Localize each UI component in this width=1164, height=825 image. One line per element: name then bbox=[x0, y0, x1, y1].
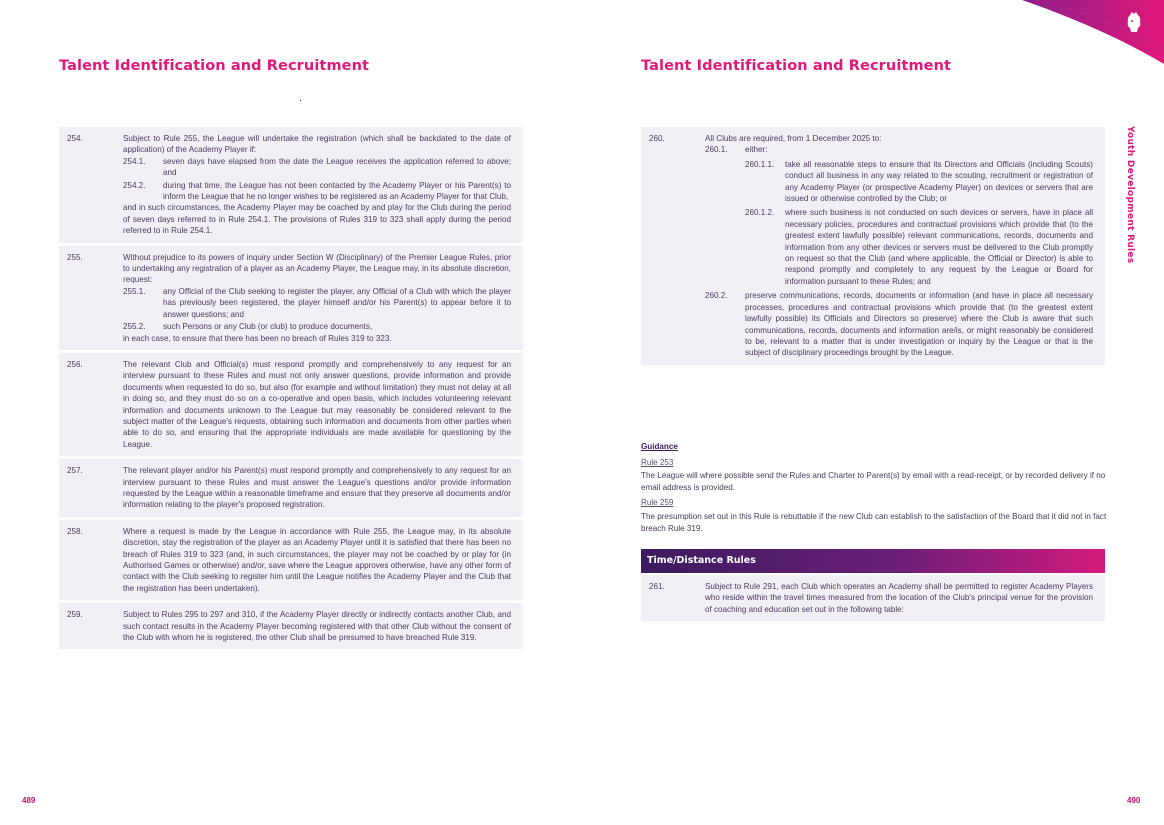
sub-rule-255-2 bbox=[123, 321, 511, 332]
guidance-link-rule-253[interactable]: Rule 253 bbox=[641, 457, 674, 467]
rule-number: 259. bbox=[67, 610, 83, 620]
rules-list-right bbox=[641, 127, 1105, 368]
sub-rule-text: such Persons or any Club (or club) to produce documents, bbox=[163, 322, 373, 332]
rules-list-left bbox=[59, 127, 523, 652]
rule-256 bbox=[59, 353, 523, 456]
rule-continuation: and in such circumstances, the Academy Player may be coached by and play for the Club during the period of seven days referred to in Rule 254.1. The provisions of Rules 319 to 323 shall apply during the period referred to in Rule 254.1. bbox=[123, 203, 511, 236]
sub-rule-number: 260.1. bbox=[705, 145, 728, 155]
page-heading-right: Talent Identification and Recruitment bbox=[641, 58, 952, 74]
rule-number: 254. bbox=[67, 134, 83, 143]
rule-257 bbox=[59, 459, 523, 517]
sub-rule-number: 254.2. bbox=[123, 180, 146, 190]
rule-number: 260. bbox=[649, 134, 665, 143]
rule-text: Subject to Rule 291, each Club which operates an Academy shall be permitted to register Academy Players who reside within the travel times measured from the location of the Club's principal venue for the provision of coaching and education set out in the following table: bbox=[705, 582, 1093, 614]
sub-rule-number: 255.2. bbox=[123, 322, 146, 332]
rule-text: The relevant Club and Official(s) must respond promptly and comprehensively to any request for an interview pursuant to these Rules and must not only answer questions, provide information and provide documents when requested to do so, but also (for example and without limitation) they must not delay at all in doing so, and they must do so on a co-operative and open basis, which includes volunteering relevant information and documents unknown to the League but may reasonably be considered relevant to the subject matter of the League's requests, obtaining such information and documents from other parties when able to do so, and ensuring that the appropriate individuals are made available for questioning by the League. bbox=[123, 359, 511, 449]
sub-rule-254-1 bbox=[123, 156, 511, 179]
sub-rule-number: 254.1. bbox=[123, 156, 146, 166]
rule-number: 261. bbox=[649, 582, 665, 591]
sub-rule-number: 260.1.1. bbox=[745, 159, 775, 169]
rule-259 bbox=[59, 603, 523, 649]
page-heading-left: Talent Identification and Recruitment bbox=[59, 58, 370, 74]
rule-254 bbox=[59, 127, 523, 243]
rule-261 bbox=[641, 575, 1105, 621]
sub-rule-260-2 bbox=[705, 290, 1093, 358]
lion-logo-icon bbox=[1124, 12, 1144, 34]
rule-text: Where a request is made by the League in accordance with Rule 255, the League may, in its absolute discretion, stay the registration of the player as an Academy Player until it is satisfied that there has been no breach of Rules 319 to 323 (and, in such circumstances, the player may not be coached by or play for (in Authorised Games or otherwise) and/or, save where the League approves otherwise, have any other form of contact with the Club seeking to register him until the League notifies the Academy Player and the Club that the registration has been undertaken). bbox=[123, 526, 511, 593]
sub-rule-text: any Official of the Club seeking to register the player, any Official of a Club with which the player has previously been registered, the player himself and/or his Parent(s) to appear before it to answer questions; and bbox=[163, 286, 511, 319]
sub-rule-260-1-1 bbox=[745, 159, 1093, 205]
page-number-left: 489 bbox=[22, 796, 36, 805]
sub-rule-number: 260.2. bbox=[705, 291, 728, 301]
sub-rule-254-2 bbox=[123, 180, 511, 203]
rule-260 bbox=[641, 127, 1105, 365]
sub-rule-255-1 bbox=[123, 286, 511, 320]
rule-255 bbox=[59, 246, 523, 350]
sub-rule-text: preserve communications, records, documents or information (and have in place all necessary processes, procedures and contractual provisions which provide that (to the greatest extent lawfully possible) its Officials and Directors so preserve) where the Club is aware that such communications, records, documents and information are/is, or might reasonably be considered to be, relevant to a matter that is under investigation or inquiry by the League or that is the subject of disciplinary proceedings brought by the League. bbox=[745, 291, 1093, 358]
rule-number: 258. bbox=[67, 526, 83, 536]
guidance-link-rule-259[interactable]: Rule 259 bbox=[641, 498, 674, 508]
rule-text: All Clubs are required, from 1 December 2025 to: bbox=[705, 134, 882, 143]
sub-rule-text: during that time, the League has not been contacted by the Academy Player or his Parent(s) to inform the League that he no longer wishes to be registered as an Academy Player for that Club, bbox=[163, 180, 511, 202]
side-section-title bbox=[1125, 126, 1141, 276]
guidance-title: Guidance bbox=[641, 442, 678, 451]
rule-number: 255. bbox=[67, 252, 83, 262]
rule-258 bbox=[59, 520, 523, 600]
sub-rule-number: 255.1. bbox=[123, 286, 146, 296]
guidance-section bbox=[641, 441, 1107, 538]
guidance-text: The presumption set out in this Rule is rebuttable if the new Club can establish to the satisfaction of the Board that it did not in fact breach Rule 319. bbox=[641, 511, 1107, 533]
stray-dot bbox=[300, 100, 301, 101]
rules-list-right-2 bbox=[641, 575, 1105, 624]
section-banner: Time/Distance Rules bbox=[641, 549, 1105, 573]
right-page bbox=[582, 0, 1164, 825]
sub-rule-text: seven days have elapsed from the date the League receives the application referred to above; and bbox=[163, 156, 511, 178]
sub-rule-text: take all reasonable steps to ensure that its Directors and Officials (including Scouts) conduct all business in any way related to the scouting, recruitment or registration of any Academy Player (or prospective Academy Player) on devices or servers that are issued or otherwise controlled by the Club; or bbox=[785, 159, 1093, 204]
page-number-right: 490 bbox=[1127, 796, 1141, 805]
sub-rule-260-1-2 bbox=[745, 207, 1093, 287]
rule-continuation: in each case, to ensure that there has been no breach of Rules 319 to 323. bbox=[123, 333, 392, 343]
rule-text: Subject to Rule 255, the League will undertake the registration (which shall be backdated to the date of application) of the Academy Player if: bbox=[123, 134, 511, 155]
sub-rule-260-1 bbox=[705, 144, 1093, 155]
rule-text: Subject to Rules 295 to 297 and 310, if the Academy Player directly or indirectly contacts another Club, and such contact results in the Academy Player becoming registered with that other Club without the consent of the Club with whom he is registered, the other Club shall be presumed to have breached Rule 319. bbox=[123, 610, 511, 643]
sub-rule-text: either: bbox=[745, 145, 768, 155]
sub-rule-text: where such business is not conducted on such devices or servers, have in place all necessary policies, procedures and contractual provisions which provide that (to the greatest extent lawfully possible) relevant communications, records, documents and information from any other devices or servers must be delivered to the Club promptly on request so that the Club (and where applicable, the Official or Director) is able to respond promptly and completely to any request by the League or Board for information pursuant to these Rules; and bbox=[785, 208, 1093, 286]
rule-number: 256. bbox=[67, 359, 83, 369]
brand-corner-swoosh bbox=[1014, 0, 1164, 70]
rule-text: Without prejudice to its powers of inquiry under Section W (Disciplinary) of the Premier League Rules, prior to undertaking any registration of a player as an Academy Player, the League may, in its absolute discretion, request: bbox=[123, 252, 511, 285]
sub-rule-number: 260.1.2. bbox=[745, 208, 775, 218]
rule-text: The relevant player and/or his Parent(s) must respond promptly and comprehensively to any request for an interview pursuant to these Rules and must answer the League's questions and/or provide information requested by the League within a reasonable timeframe and ensure that they preserve all documents and/or information relating to the player's proposed registration. bbox=[123, 466, 511, 510]
rule-number: 257. bbox=[67, 466, 83, 476]
side-title-text: Youth Development Rules bbox=[1125, 126, 1135, 264]
guidance-text: The League will where possible send the Rules and Charter to Parent(s) by email with a read-receipt, or by recorded delivery if no email address is provided. bbox=[641, 471, 1106, 492]
